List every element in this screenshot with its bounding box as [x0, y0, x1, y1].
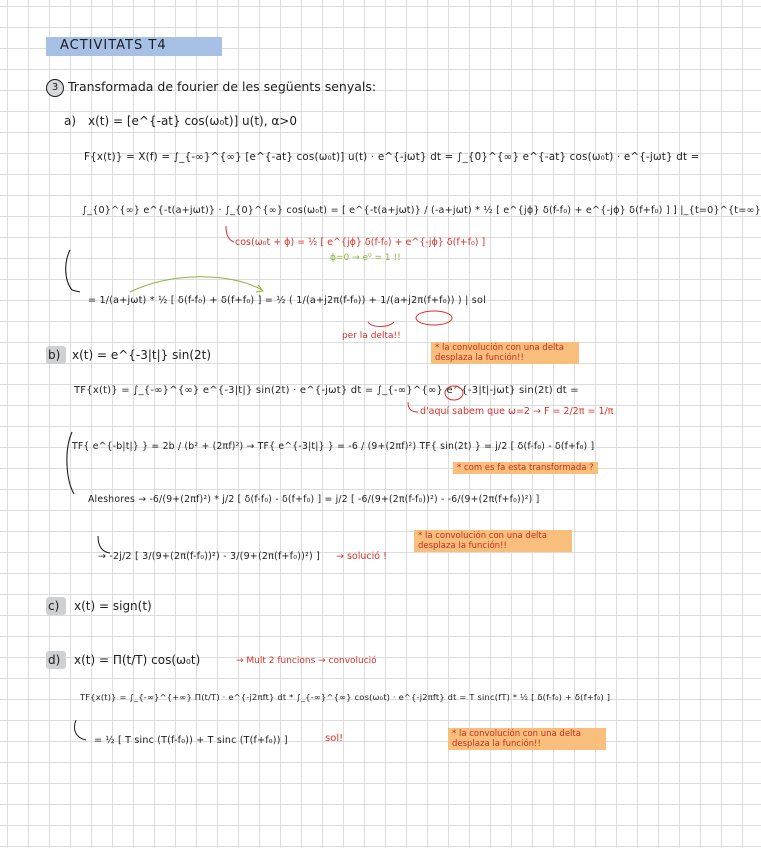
note-delta-1: * la convolución con una delta desplaza la función!!: [431, 342, 579, 364]
part-d-sol: sol!: [325, 733, 344, 744]
part-b-line-4: → -2j/2 [ 3/(9+(2π(f-f₀))²) - 3/(9+(2π(f+f₀))²) ]: [98, 551, 321, 562]
part-d-statement: x(t) = Π(t/T) cos(ω₀t): [74, 653, 201, 667]
part-d-line-1: TF{x(t)} = ∫_{-∞}^{+∞} Π(t/T) · e^{-j2πft} dt * ∫_{-∞}^{∞} cos(ω₀t) · e^{-j2πft} dt = T sinc(fT) * ½ [ δ(f-f₀) + δ(f+f₀) ]: [80, 692, 611, 702]
part-a-line-2: ∫_{0}^{∞} e^{-t(a+jωt)} · ∫_{0}^{∞} cos(ω₀t) = [ e^{-t(a+jωt)} / (-a+jωt) * ½ [ e^{jϕ} δ(f-f₀) + e^{-jϕ} δ(f+f₀) ] ] |_{t=0}^{t=∞}: [82, 205, 761, 216]
part-b-line-2: TF{ e^{-b|t|} } = 2b / (b² + (2πf)²) → TF{ e^{-3|t|} } = -6 / (9+(2πf)²) TF{ sin(2t) } = j/2 [ δ(f-f₀) - δ(f+f₀) ]: [72, 441, 595, 452]
part-c-statement: x(t) = sign(t): [74, 599, 152, 613]
part-b-line-1: TF{x(t)} = ∫_{-∞}^{∞} e^{-3|t|} sin(2t) · e^{-jωt} dt = ∫_{-∞}^{∞} e^{-3|t|-jωt} sin(2t) dt =: [74, 385, 579, 396]
exercise-heading: Transformada de fourier de les següents senyals:: [68, 79, 377, 94]
part-a-label: a): [64, 114, 77, 128]
part-d-line-2: = ½ [ T sinc (T(f-f₀)) + T sinc (T(f+f₀)) ]: [94, 735, 288, 746]
note-delta-2: * la convolución con una delta desplaza la función!!: [414, 530, 572, 552]
page-title: ACTIVITATS T4: [60, 38, 167, 53]
note-tf-question: * com es fa esta transformada ?: [453, 462, 598, 474]
note-delta-3: * la convolución con una delta desplaza la función!!: [448, 728, 606, 750]
part-b-label: b): [48, 348, 61, 362]
part-b-solucio: → solució !: [336, 551, 387, 562]
exercise-number-badge: 3: [46, 79, 64, 97]
part-c-label: c): [48, 599, 60, 613]
part-d-label: d): [48, 653, 61, 667]
part-a-line-3: = 1/(a+jωt) * ½ [ δ(f-f₀) + δ(f+f₀) ] = ½ ( 1/(a+j2π(f-f₀)) + 1/(a+j2π(f+f₀)) ) | sol: [88, 295, 486, 306]
part-a-green-note: ϕ=0 → e⁰ = 1 !!: [330, 253, 401, 263]
part-b-line-3: Aleshores → -6/(9+(2πf)²) * j/2 [ δ(f-f₀) - δ(f+f₀) ] = j/2 [ -6/(9+(2π(f-f₀))²) - -6/(9+(2π(f+f₀))²) ]: [88, 494, 540, 505]
part-b-statement: x(t) = e^{-3|t|} sin(2t): [72, 348, 212, 362]
part-a-red-note: cos(ω₀t + ϕ) = ½ [ e^{jϕ} δ(f-f₀) + e^{-jϕ} δ(f+f₀) ]: [235, 237, 486, 248]
part-a-line-1: F{x(t)} = X(f) = ∫_{-∞}^{∞} [e^{-at} cos(ω₀t)] u(t) · e^{-jωt} dt = ∫_{0}^{∞} e^{-at} cos(ω₀t) · e^{-jωt} dt =: [84, 151, 700, 163]
part-a-statement: x(t) = [e^{-at} cos(ω₀t)] u(t), α>0: [88, 114, 297, 128]
part-b-red-note: d'aquí sabem que ω=2 → F = 2/2π = 1/π: [420, 406, 614, 417]
part-d-red-note: → Mult 2 funcions → convolució: [236, 656, 377, 666]
part-a-per-delta: per la delta!!: [342, 331, 401, 341]
